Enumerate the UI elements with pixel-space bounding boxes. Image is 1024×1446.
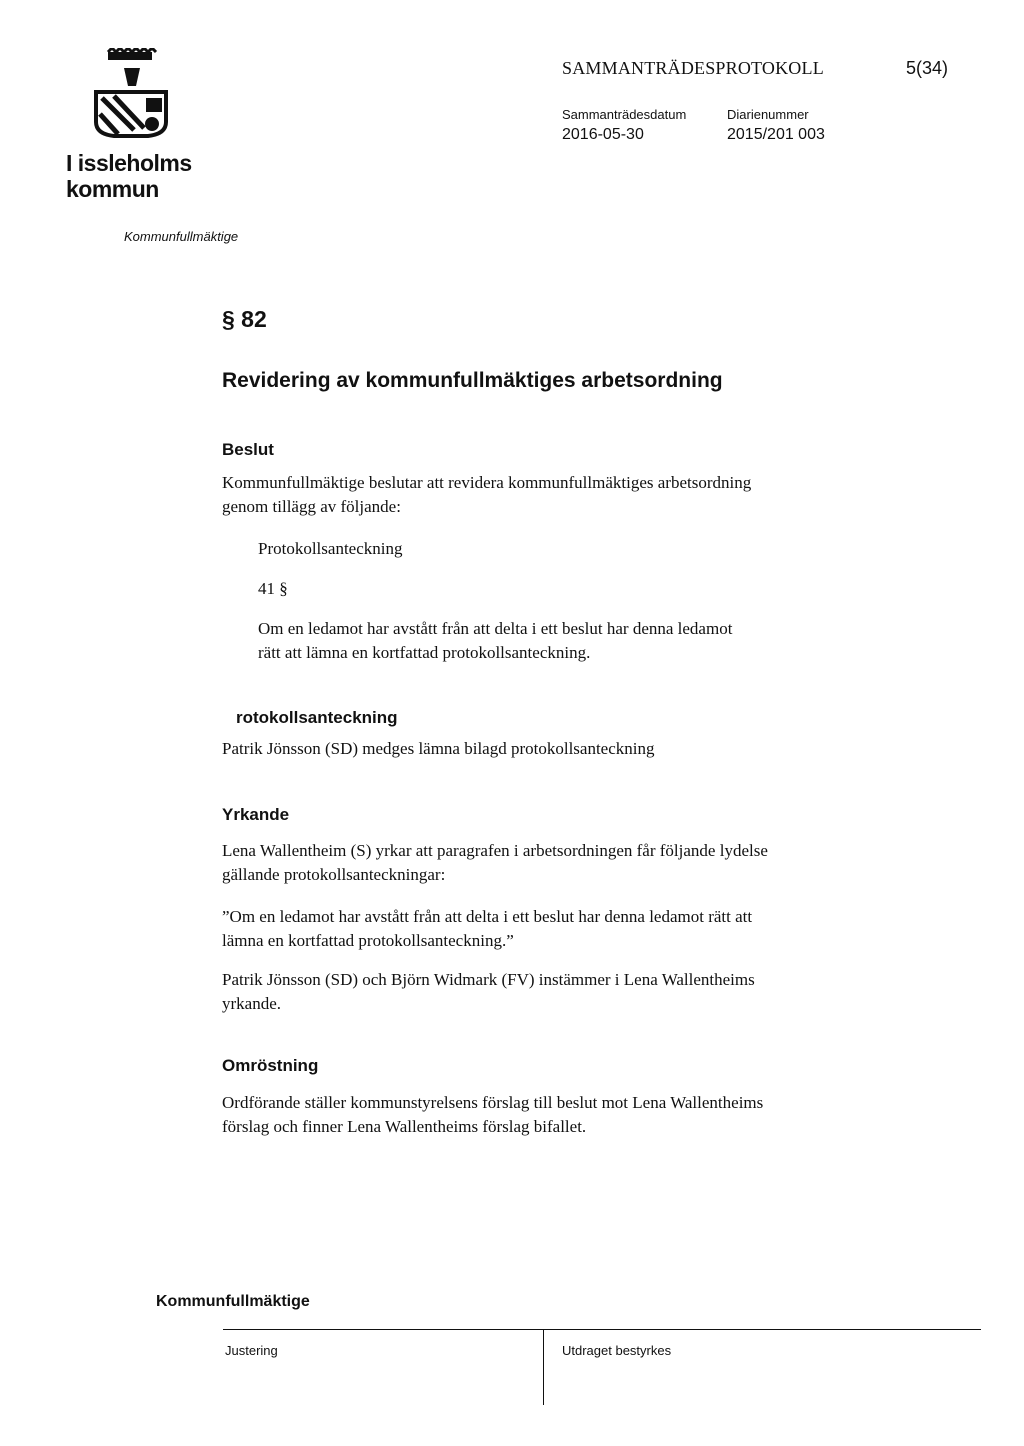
beslut-sub-heading: Protokollsanteckning: [258, 539, 403, 558]
diary-number-label: Diarienummer: [727, 107, 809, 122]
protokoll-line-1: Patrik Jönsson (SD) medges lämna bilagd protokollsanteckning: [222, 739, 655, 758]
logo-line-2: kommun: [66, 176, 159, 202]
yrkande-support-1: Patrik Jönsson (SD) och Björn Widmark (FV) instämmer i Lena Wallentheims: [222, 970, 755, 989]
diary-number-value: 2015/201 003: [727, 126, 825, 143]
governing-body: Kommunfullmäktige: [124, 229, 239, 244]
protokoll-heading: rotokollsanteckning: [236, 708, 398, 727]
beslut-line-1: Kommunfullmäktige beslutar att revidera kommunfullmäktiges arbetsordning: [222, 473, 752, 492]
footer-certified-label: Utdraget bestyrkes: [562, 1343, 672, 1358]
beslut-quote-line-1: Om en ledamot har avstått från att delta i ett beslut har denna ledamot: [258, 619, 733, 638]
footer-rule: [223, 1329, 981, 1330]
coat-of-arms-icon: [74, 48, 184, 140]
beslut-paragraph-number: 41 §: [258, 579, 288, 598]
yrkande-quote-2: lämna en kortfattad protokollsanteckning.”: [222, 931, 514, 950]
omrostning-line-2: förslag och finner Lena Wallentheims förslag bifallet.: [222, 1117, 587, 1136]
date-label: Sammanträdesdatum: [562, 107, 687, 122]
logo-line-1: I issleholms: [66, 150, 192, 176]
section-title: Revidering av kommunfullmäktiges arbetsordning: [222, 369, 723, 392]
document-type: SAMMANTRÄDESPROTOKOLL: [562, 58, 824, 78]
footer-divider: [543, 1329, 544, 1405]
date-value: 2016-05-30: [562, 126, 644, 143]
omrostning-heading: Omröstning: [222, 1056, 319, 1075]
yrkande-quote-1: ”Om en ledamot har avstått från att delta i ett beslut har denna ledamot rätt att: [222, 907, 753, 926]
footer-justering-label: Justering: [225, 1343, 278, 1358]
beslut-line-2: genom tillägg av följande:: [222, 497, 401, 516]
footer-heading: Kommunfullmäktige: [156, 1293, 310, 1310]
yrkande-heading: Yrkande: [222, 805, 290, 824]
omrostning-line-1: Ordförande ställer kommunstyrelsens förslag till beslut mot Lena Wallentheims: [222, 1093, 764, 1112]
yrkande-support-2: yrkande.: [222, 994, 282, 1013]
page-number: 5(34): [906, 58, 949, 78]
beslut-quote-line-2: rätt att lämna en kortfattad protokollsanteckning.: [258, 643, 591, 662]
municipality-logo-text: [66, 150, 192, 202]
yrkande-line-2: gällande protokollsanteckningar:: [222, 865, 446, 884]
beslut-heading: Beslut: [222, 440, 274, 459]
yrkande-line-1: Lena Wallentheim (S) yrkar att paragrafen i arbetsordningen får följande lydelse: [222, 841, 768, 860]
section-number: § 82: [222, 306, 267, 332]
